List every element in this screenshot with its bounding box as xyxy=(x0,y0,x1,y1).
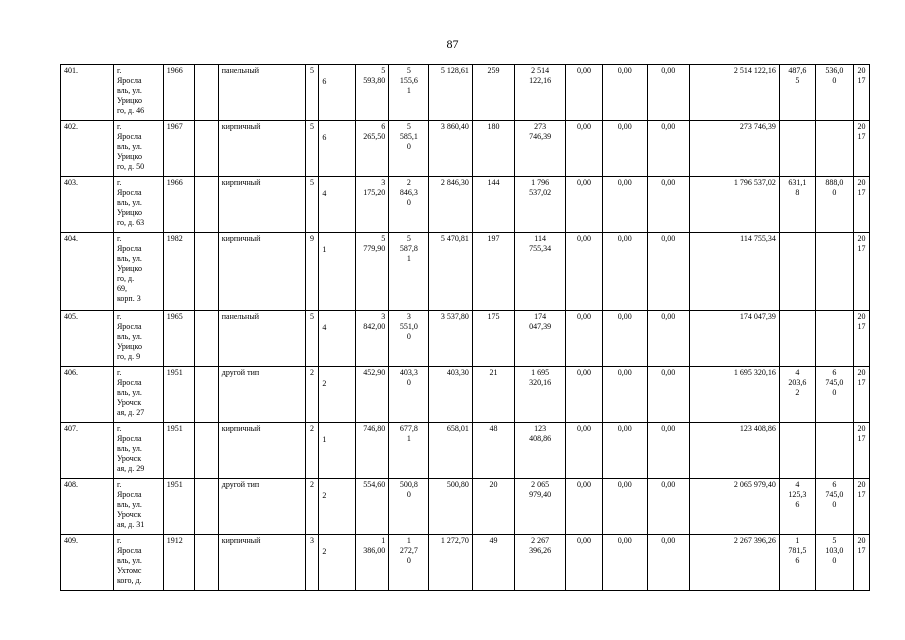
total-area-cell: 6 265,50 xyxy=(356,121,389,177)
year-built-cell: 1912 xyxy=(163,535,195,591)
total-cost-cell: 174 047,39 xyxy=(689,311,779,367)
wall-material-cell: кирпичный xyxy=(218,535,305,591)
table-row xyxy=(61,311,870,367)
fund-cell-1: 0,00 xyxy=(566,311,603,367)
table-row xyxy=(61,65,870,121)
row-number: 403. xyxy=(61,177,114,233)
fund-cell-1: 0,00 xyxy=(566,177,603,233)
total-area-cell: 3 842,00 xyxy=(356,311,389,367)
unit-cost-cell: 4 203,6 2 xyxy=(779,367,815,423)
living-area-cell: 5 587,8 1 xyxy=(389,233,429,311)
fund-cell-1: 0,00 xyxy=(566,423,603,479)
residents-cell: 259 xyxy=(472,65,514,121)
residential-area-cell: 3 537,80 xyxy=(429,311,472,367)
total-area-cell: 5 779,90 xyxy=(356,233,389,311)
wall-material-cell: панельный xyxy=(218,311,305,367)
entrances-cell: 1 xyxy=(319,233,356,311)
blank-cell xyxy=(195,121,218,177)
fund-cell-3: 0,00 xyxy=(647,423,689,479)
fund-cell-3: 0,00 xyxy=(647,233,689,311)
wall-material-cell: другой тип xyxy=(218,367,305,423)
blank-cell xyxy=(195,535,218,591)
address-cell: г. Яросла вль, ул. Ухтомс кого, д. xyxy=(113,535,163,591)
living-area-cell: 2 846,3 0 xyxy=(389,177,429,233)
residents-cell: 175 xyxy=(472,311,514,367)
cost-cell: 1 695 320,16 xyxy=(515,367,566,423)
residents-cell: 20 xyxy=(472,479,514,535)
living-area-cell: 677,8 1 xyxy=(389,423,429,479)
table-row xyxy=(61,423,870,479)
row-number: 404. xyxy=(61,233,114,311)
total-area-cell: 3 175,20 xyxy=(356,177,389,233)
unit-cost-cell xyxy=(779,423,815,479)
residential-area-cell: 5 128,61 xyxy=(429,65,472,121)
fund-cell-2: 0,00 xyxy=(603,535,647,591)
total-cost-cell: 2 267 396,26 xyxy=(689,535,779,591)
entrances-cell: 1 xyxy=(319,423,356,479)
table-row xyxy=(61,177,870,233)
residential-area-cell: 500,80 xyxy=(429,479,472,535)
unit-cost-cell: 487,6 5 xyxy=(779,65,815,121)
cost-cell: 1 796 537,02 xyxy=(515,177,566,233)
table-row xyxy=(61,535,870,591)
total-area-cell: 452,90 xyxy=(356,367,389,423)
row-number: 408. xyxy=(61,479,114,535)
address-cell: г. Яросла вль, ул. Урочск ая, д. 29 xyxy=(113,423,163,479)
residential-area-cell: 1 272,70 xyxy=(429,535,472,591)
living-area-cell: 403,3 0 xyxy=(389,367,429,423)
fund-cell-2: 0,00 xyxy=(603,121,647,177)
planned-year-cell: 20 17 xyxy=(853,311,869,367)
wall-material-cell: кирпичный xyxy=(218,423,305,479)
fund-cell-2: 0,00 xyxy=(603,177,647,233)
fund-cell-2: 0,00 xyxy=(603,479,647,535)
entrances-cell: 4 xyxy=(319,177,356,233)
living-area-cell: 1 272,7 0 xyxy=(389,535,429,591)
floors-cell: 2 xyxy=(305,423,319,479)
planned-year-cell: 20 17 xyxy=(853,423,869,479)
address-cell: г. Яросла вль, ул. Урицко го, д. 9 xyxy=(113,311,163,367)
fund-cell-3: 0,00 xyxy=(647,65,689,121)
year-built-cell: 1965 xyxy=(163,311,195,367)
fund-cell-1: 0,00 xyxy=(566,233,603,311)
year-built-cell: 1967 xyxy=(163,121,195,177)
row-number: 407. xyxy=(61,423,114,479)
max-unit-cost-cell: 536,0 0 xyxy=(815,65,853,121)
total-cost-cell: 1 695 320,16 xyxy=(689,367,779,423)
max-unit-cost-cell xyxy=(815,311,853,367)
entrances-cell: 4 xyxy=(319,311,356,367)
living-area-cell: 3 551,0 0 xyxy=(389,311,429,367)
entrances-cell: 6 xyxy=(319,121,356,177)
cost-cell: 114 755,34 xyxy=(515,233,566,311)
fund-cell-2: 0,00 xyxy=(603,311,647,367)
floors-cell: 5 xyxy=(305,121,319,177)
table-row xyxy=(61,479,870,535)
wall-material-cell: кирпичный xyxy=(218,233,305,311)
planned-year-cell: 20 17 xyxy=(853,479,869,535)
residents-cell: 49 xyxy=(472,535,514,591)
fund-cell-1: 0,00 xyxy=(566,479,603,535)
total-cost-cell: 1 796 537,02 xyxy=(689,177,779,233)
residential-area-cell: 403,30 xyxy=(429,367,472,423)
residents-cell: 180 xyxy=(472,121,514,177)
floors-cell: 5 xyxy=(305,177,319,233)
unit-cost-cell xyxy=(779,121,815,177)
fund-cell-2: 0,00 xyxy=(603,367,647,423)
total-area-cell: 5 593,80 xyxy=(356,65,389,121)
wall-material-cell: кирпичный xyxy=(218,121,305,177)
floors-cell: 9 xyxy=(305,233,319,311)
max-unit-cost-cell xyxy=(815,423,853,479)
planned-year-cell: 20 17 xyxy=(853,233,869,311)
unit-cost-cell xyxy=(779,311,815,367)
blank-cell xyxy=(195,233,218,311)
cost-cell: 2 267 396,26 xyxy=(515,535,566,591)
wall-material-cell: панельный xyxy=(218,65,305,121)
fund-cell-1: 0,00 xyxy=(566,367,603,423)
cost-cell: 174 047,39 xyxy=(515,311,566,367)
cost-cell: 273 746,39 xyxy=(515,121,566,177)
blank-cell xyxy=(195,177,218,233)
total-area-cell: 1 386,00 xyxy=(356,535,389,591)
address-cell: г. Яросла вль, ул. Урицко го, д. 69, корп. 3 xyxy=(113,233,163,311)
fund-cell-2: 0,00 xyxy=(603,423,647,479)
floors-cell: 5 xyxy=(305,311,319,367)
page-number: 87 xyxy=(446,37,459,51)
address-cell: г. Яросла вль, ул. Урицко го, д. 63 xyxy=(113,177,163,233)
year-built-cell: 1966 xyxy=(163,65,195,121)
fund-cell-1: 0,00 xyxy=(566,535,603,591)
residential-area-cell: 658,01 xyxy=(429,423,472,479)
year-built-cell: 1951 xyxy=(163,479,195,535)
max-unit-cost-cell xyxy=(815,121,853,177)
cost-cell: 2 514 122,16 xyxy=(515,65,566,121)
unit-cost-cell xyxy=(779,233,815,311)
entrances-cell: 2 xyxy=(319,367,356,423)
fund-cell-3: 0,00 xyxy=(647,535,689,591)
address-cell: г. Яросла вль, ул. Урочск ая, д. 27 xyxy=(113,367,163,423)
entrances-cell: 6 xyxy=(319,65,356,121)
total-cost-cell: 273 746,39 xyxy=(689,121,779,177)
max-unit-cost-cell: 6 745,0 0 xyxy=(815,479,853,535)
table-row xyxy=(61,233,870,311)
planned-year-cell: 20 17 xyxy=(853,121,869,177)
living-area-cell: 500,8 0 xyxy=(389,479,429,535)
wall-material-cell: кирпичный xyxy=(218,177,305,233)
unit-cost-cell: 4 125,3 6 xyxy=(779,479,815,535)
fund-cell-3: 0,00 xyxy=(647,479,689,535)
planned-year-cell: 20 17 xyxy=(853,177,869,233)
row-number: 409. xyxy=(61,535,114,591)
living-area-cell: 5 585,1 0 xyxy=(389,121,429,177)
total-cost-cell: 2 514 122,16 xyxy=(689,65,779,121)
year-built-cell: 1951 xyxy=(163,367,195,423)
residential-area-cell: 5 470,81 xyxy=(429,233,472,311)
address-cell: г. Яросла вль, ул. Урочск ая, д. 31 xyxy=(113,479,163,535)
year-built-cell: 1951 xyxy=(163,423,195,479)
planned-year-cell: 20 17 xyxy=(853,65,869,121)
floors-cell: 3 xyxy=(305,535,319,591)
year-built-cell: 1966 xyxy=(163,177,195,233)
cost-cell: 123 408,86 xyxy=(515,423,566,479)
blank-cell xyxy=(195,423,218,479)
row-number: 405. xyxy=(61,311,114,367)
houses-table xyxy=(60,64,870,591)
fund-cell-3: 0,00 xyxy=(647,367,689,423)
blank-cell xyxy=(195,479,218,535)
floors-cell: 5 xyxy=(305,65,319,121)
row-number: 406. xyxy=(61,367,114,423)
total-cost-cell: 114 755,34 xyxy=(689,233,779,311)
max-unit-cost-cell: 888,0 0 xyxy=(815,177,853,233)
max-unit-cost-cell: 6 745,0 0 xyxy=(815,367,853,423)
floors-cell: 2 xyxy=(305,479,319,535)
entrances-cell: 2 xyxy=(319,479,356,535)
residents-cell: 48 xyxy=(472,423,514,479)
wall-material-cell: другой тип xyxy=(218,479,305,535)
year-built-cell: 1982 xyxy=(163,233,195,311)
total-cost-cell: 2 065 979,40 xyxy=(689,479,779,535)
floors-cell: 2 xyxy=(305,367,319,423)
residents-cell: 144 xyxy=(472,177,514,233)
unit-cost-cell: 1 781,5 6 xyxy=(779,535,815,591)
fund-cell-1: 0,00 xyxy=(566,65,603,121)
row-number: 402. xyxy=(61,121,114,177)
fund-cell-3: 0,00 xyxy=(647,311,689,367)
address-cell: г. Яросла вль, ул. Урицко го, д. 50 xyxy=(113,121,163,177)
table-row xyxy=(61,121,870,177)
row-number: 401. xyxy=(61,65,114,121)
residential-area-cell: 2 846,30 xyxy=(429,177,472,233)
address-cell: г. Яросла вль, ул. Урицко го, д. 46 xyxy=(113,65,163,121)
total-area-cell: 746,80 xyxy=(356,423,389,479)
living-area-cell: 5 155,6 1 xyxy=(389,65,429,121)
fund-cell-2: 0,00 xyxy=(603,65,647,121)
residents-cell: 21 xyxy=(472,367,514,423)
fund-cell-3: 0,00 xyxy=(647,177,689,233)
max-unit-cost-cell xyxy=(815,233,853,311)
max-unit-cost-cell: 5 103,0 0 xyxy=(815,535,853,591)
fund-cell-1: 0,00 xyxy=(566,121,603,177)
residents-cell: 197 xyxy=(472,233,514,311)
unit-cost-cell: 631,1 8 xyxy=(779,177,815,233)
total-area-cell: 554,60 xyxy=(356,479,389,535)
residential-area-cell: 3 860,40 xyxy=(429,121,472,177)
blank-cell xyxy=(195,367,218,423)
blank-cell xyxy=(195,65,218,121)
total-cost-cell: 123 408,86 xyxy=(689,423,779,479)
fund-cell-2: 0,00 xyxy=(603,233,647,311)
cost-cell: 2 065 979,40 xyxy=(515,479,566,535)
blank-cell xyxy=(195,311,218,367)
fund-cell-3: 0,00 xyxy=(647,121,689,177)
planned-year-cell: 20 17 xyxy=(853,367,869,423)
planned-year-cell: 20 17 xyxy=(853,535,869,591)
table-row xyxy=(61,367,870,423)
entrances-cell: 2 xyxy=(319,535,356,591)
